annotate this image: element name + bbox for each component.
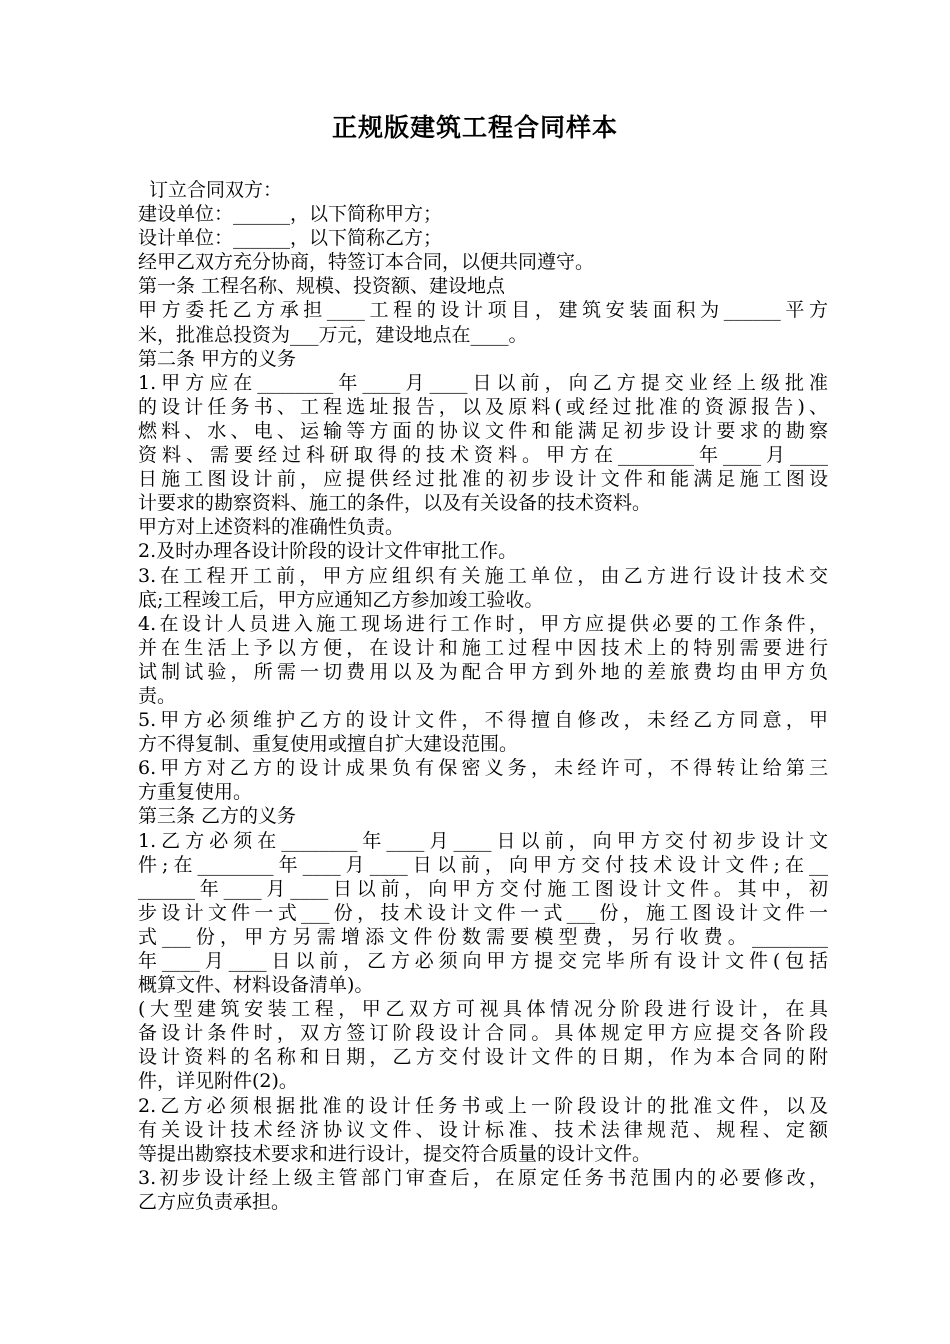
text-line: 第三条 乙方的义务 xyxy=(138,805,297,828)
text-line: 方不得复制、重复使用或擅自扩大建设范围。 xyxy=(138,733,519,756)
text-line: (大型建筑安装工程，甲乙双方可视具体情况分阶段进行设计，在具 xyxy=(138,998,828,1021)
text-line: 第一条 工程名称、规模、投资额、建设地点 xyxy=(138,275,506,298)
document-body xyxy=(138,178,828,1214)
text-line: 有关设计技术经济协议文件、设计标准、技术法律规范、规程、定额 xyxy=(138,1118,828,1141)
text-line: 备设计条件时，双方签订阶段设计合同。具体规定甲方应提交各阶段 xyxy=(138,1022,828,1045)
text-line: 的设计任务书、工程选址报告，以及原料(或经过批准的资源报告)、 xyxy=(138,395,828,418)
text-line: 3.在工程开工前，甲方应组织有关施工单位，由乙方进行设计技术交 xyxy=(138,564,828,587)
document-title: 正规版建筑工程合同样本 xyxy=(331,113,618,142)
text-line: 乙方应负责承担。 xyxy=(138,1190,291,1213)
text-line: 4.在设计人员进入施工现场进行工作时，甲方应提供必要的工作条件， xyxy=(138,612,828,635)
text-line: 5.甲方必须维护乙方的设计文件，不得擅自修改，未经乙方同意，甲 xyxy=(138,709,828,732)
text-line: 经甲乙双方充分协商，特签订本合同，以便共同遵守。 xyxy=(138,251,595,274)
text-line: 步设计文件一式___份，技术设计文件一式___份，施工图设计文件一 xyxy=(138,901,828,924)
text-line: 资料、需要经过科研取得的技术资料。甲方在________年____月____ xyxy=(138,444,828,467)
text-line: 日施工图设计前，应提供经过批准的初步设计文件和能满足施工图设 xyxy=(138,468,828,491)
text-line: 3.初步设计经上级主管部门审查后，在原定任务书范围内的必要修改， xyxy=(138,1166,828,1189)
text-line: 1.甲方应在________年____月____日以前，向乙方提交业经上级批准 xyxy=(138,371,828,394)
text-line: 件，详见附件(2)。 xyxy=(138,1070,298,1093)
text-line: 年____月____日以前，乙方必须向甲方提交完毕所有设计文件(包括 xyxy=(138,950,828,972)
text-line: 米，批准总投资为___万元，建设地点在____。 xyxy=(138,323,528,346)
text-line: 件;在________年____月____日以前，向甲方交付技术设计文件;在__ xyxy=(138,853,828,876)
text-line: 设计单位：______，以下简称乙方； xyxy=(138,227,443,250)
text-line: 试制试验，所需一切费用以及为配合甲方到外地的差旅费均由甲方负 xyxy=(138,660,828,683)
text-line: 概算文件、材料设备清单)。 xyxy=(138,974,374,997)
text-line: 2.乙方必须根据批准的设计任务书或上一阶段设计的批准文件，以及 xyxy=(138,1094,828,1117)
text-line: 计要求的勘察资料、施工的条件，以及有关设备的技术资料。 xyxy=(138,492,652,515)
text-line: 6.甲方对乙方的设计成果负有保密义务，未经许可，不得转让给第三 xyxy=(138,757,828,780)
text-line: 等提出勘察技术要求和进行设计，提交符合质量的设计文件。 xyxy=(138,1142,652,1165)
text-line: 1.乙方必须在________年____月____日以前，向甲方交付初步设计文 xyxy=(138,829,828,852)
text-line: 底;工程竣工后，甲方应通知乙方参加竣工验收。 xyxy=(138,588,544,611)
text-line: 甲方委托乙方承担____工程的设计项目，建筑安装面积为______平方 xyxy=(138,299,828,322)
text-line: 并在生活上予以方便，在设计和施工过程中因技术上的特别需要进行 xyxy=(138,636,828,659)
text-line: ______年____月____日以前，向甲方交付施工图设计文件。其中，初 xyxy=(138,877,828,900)
text-line: 第二条 甲方的义务 xyxy=(138,347,297,370)
text-line: 2.及时办理各设计阶段的设计文件审批工作。 xyxy=(138,540,518,563)
text-line: 建设单位：______，以下简称甲方； xyxy=(138,203,443,226)
text-line: 方重复使用。 xyxy=(138,781,253,804)
text-line: 订立合同双方： xyxy=(149,179,283,201)
text-line: 燃料、水、电、运输等方面的协议文件和能满足初步设计要求的勘察 xyxy=(138,419,828,442)
text-line: 甲方对上述资料的准确性负责。 xyxy=(138,516,405,539)
text-line: 式___份，甲方另需增添文件份数需要模型费，另行收费。________ xyxy=(138,925,828,948)
text-line: 设计资料的名称和日期，乙方交付设计文件的日期，作为本合同的附 xyxy=(138,1046,828,1069)
text-line: 责。 xyxy=(138,684,177,707)
